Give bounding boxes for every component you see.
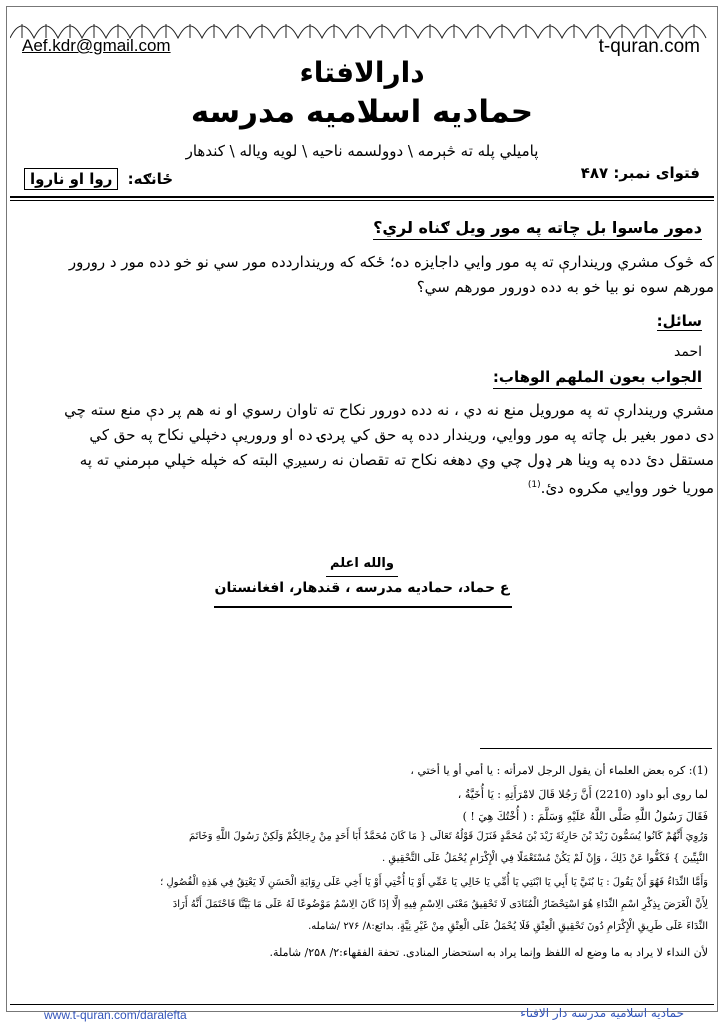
footnote-line: فَقَالَ رَسُولُ اللَّهِ صَلَّى اللَّهُ عَلَيْهِ وَسَلَّمَ : ( أُخْتُكَ هِيَ ! ) xyxy=(462,810,708,823)
answer-body xyxy=(10,398,714,501)
footnote-line: لأن النداء لا يراد به ما وضع له اللفظ وإنما يراد به استحضار المنادى. تحفة الفقهاء:٢/ ٢۵٨/ شاملة. xyxy=(269,946,708,959)
signature-line: ع حماد، حمادیه مدرسه ، قندهار، افغانستان xyxy=(214,580,510,596)
asker-label xyxy=(657,312,702,330)
header-website[interactable]: t-quran.com xyxy=(598,36,700,57)
footer-url[interactable]: www.t-quran.com/daralefta xyxy=(44,1008,187,1022)
header-divider-thin xyxy=(10,200,714,201)
footer-rule xyxy=(10,1004,714,1005)
header-address: پامیلي پله ته څېرمه \ دوولسمه ناحیه \ لویه ویاله \ کندهار xyxy=(185,142,539,160)
question-line: که څوک مشري وریندارې ته په مور وایي داجایزه ده؛ ځکه که ورینداردده مور سي نو خو دده مور د رورور xyxy=(68,253,714,271)
footnote-line: وَأَمَّا النِّدَاءُ فَهُوَ أَنْ يَقُولَ : يَا بُنَيَّ يَا أَبِي يَا ابْنَتِي يَا أُمِّي يَا خَالِي يَا عَمِّي أَوْ يَا أُخْتِي أَوْ يَا أَخِي عَلَى رِوَايَةِ الْحَسَنِ لَا يَعْتِقُ فِي هَذِهِ الْفُصُولِ ؛ xyxy=(160,877,708,888)
wallah-underline xyxy=(326,576,398,577)
answer-heading: الجواب بعون الملهم الوهاب: xyxy=(493,368,702,389)
footnote-line: النِّدَاءَ عَلَى طَرِيقِ الْإِكْرَامِ دُونَ تَحْقِيقِ الْعِتْقِ فَلَا يُحْمَلُ عَلَى الْعِتْقِ مِنْ غَيْرِ نِيَّةٍ. بدائع:٨/ ٢٧۶ /شامله. xyxy=(308,921,708,932)
answer-line: مستقل دئ دده په وینا هر ډول چي وي دهغه نکاح ته تقصان نه رسیږي البته که خپله خپلي مېرمني ته په xyxy=(79,451,714,469)
footer-text: حمادیه اسلامیه مدرسه دار الافتاء xyxy=(520,1006,684,1020)
asker-name: احمد xyxy=(674,344,702,360)
header-divider xyxy=(10,196,714,198)
footnote-ref[interactable]: (1) xyxy=(527,480,541,490)
footnote-rule xyxy=(480,748,712,749)
question-line: مورهم سوه نو بیا خو به دده دورور مورهم سي؟ xyxy=(416,278,714,296)
category xyxy=(24,168,173,190)
footnote-line: وَرُوِيَ أَنَّهُمْ كَانُوا يُسَمُّونَ زَيْدَ بْنَ حَارِثَةَ زَيْدَ بْنَ مُحَمَّدٍ فَنَزَلَ قَوْلُهُ تَعَالَى { مَا كَانَ مُحَمَّدٌ أَبَا أَحَدٍ مِنْ رِجَالِكُمْ وَلَكِنْ رَسُولَ اللَّهِ وَخَاتَمَ xyxy=(189,831,708,842)
footnote-line: (1): كره بعض العلماء أن يقول الرجل لامرأته : يا أمي أو يا أختي ، xyxy=(410,764,708,777)
header-title-line2: حمادیه اسلامیه مدرسه xyxy=(190,94,534,130)
footnote-line: النَّبِيِّينَ } فَكَفُّوا عَنْ ذَلِكَ ، وَإِنْ لَمْ يَكُنْ مُسْتَعْمَلًا فِي الْإِكْرَامِ يُحْمَلُ عَلَى التَّحْقِيقِ . xyxy=(382,853,708,864)
category-value: روا او ناروا xyxy=(24,168,118,190)
fatwa-number: فتوای نمبر: ۴۸۷ xyxy=(580,164,700,182)
answer-line: مشري وریندارې ته په مورویل منع نه دي ، نه دده دورور نکاح ته تاوان رسوي او نه هم پر دې منع سته چي xyxy=(64,401,714,419)
signature-wallah: والله اعلم xyxy=(330,556,394,571)
answer-line: دی دمور بغیر بل چاته په مور ووایي، وریندار دده په حق کي پردۍ ده او وروریې دخپلي نکاح په حق کي xyxy=(89,426,714,444)
header-email[interactable]: Aef.kdr@gmail.com xyxy=(22,36,171,55)
category-label: ځانګه: xyxy=(127,170,174,188)
question-title: دمور ماسوا بل چاته په مور ویل ګناه لري؟ xyxy=(373,218,702,240)
answer-line xyxy=(10,473,714,501)
signature-underline xyxy=(214,606,512,608)
footnote-line: لِأَنَّ الْغَرَضَ بِذِكْرِ اسْمِ النِّدَاءِ هُوَ اسْتِحْضَارُ الْمُنَادَى لَا تَحْقِيقُ مَعْنَى الِاسْمِ فِيهِ إلَّا إذَا كَانَ الِاسْمُ مَوْضُوعًا لَهُ عَلَى مَا بَيَّنَّا فَاحْتَمَلَ أَنَّهُ أَرَادَ xyxy=(172,899,708,910)
footnote-line: لما روى أبو داود (2210) أَنَّ رَجُلا قَالَ لامْرَأَتِهِ : يَا أُخَيَّةُ ، xyxy=(457,788,708,801)
header-title-line1: دارالافتاء xyxy=(299,56,425,89)
answer-line-text: موريا خور ووايي مکروه دئ. xyxy=(540,479,714,497)
question-body xyxy=(10,250,714,300)
asker-label-text: سائل: xyxy=(656,312,702,330)
